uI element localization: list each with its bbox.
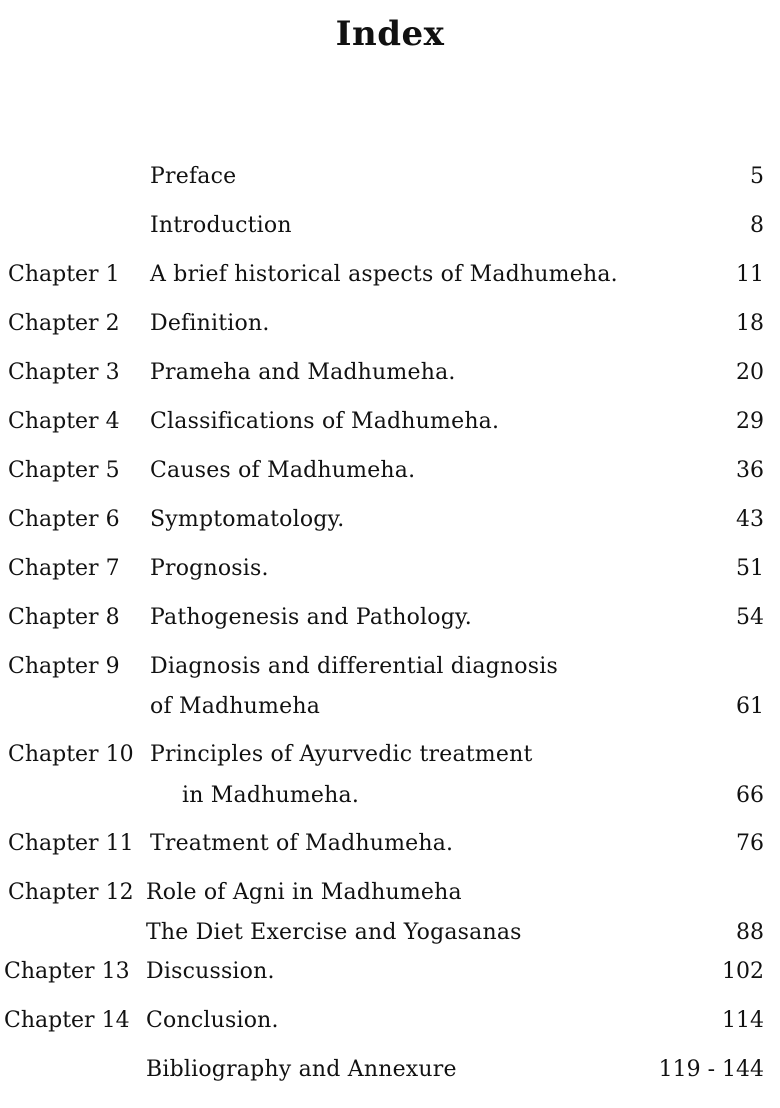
entry-title: Classifications of Madhumeha. bbox=[150, 409, 500, 434]
toc-entry-chapter-11 bbox=[0, 829, 780, 859]
toc-entry-chapter-7 bbox=[0, 554, 780, 584]
page-number: 51 bbox=[736, 556, 764, 581]
page-number: 114 bbox=[722, 1008, 764, 1033]
page-number: 54 bbox=[736, 605, 764, 630]
entry-title: Discussion. bbox=[146, 959, 275, 984]
chapter-label: Chapter 7 bbox=[8, 556, 120, 581]
page-number: 66 bbox=[736, 783, 764, 808]
entry-title: Diagnosis and differential diagnosis bbox=[150, 654, 558, 679]
toc-entry-chapter-1 bbox=[0, 260, 780, 290]
chapter-label: Chapter 10 bbox=[8, 742, 134, 767]
toc-entry-chapter-8 bbox=[0, 603, 780, 633]
toc-entry-chapter-5 bbox=[0, 456, 780, 486]
chapter-label: Chapter 14 bbox=[4, 1008, 130, 1033]
toc-entry-introduction bbox=[0, 211, 780, 241]
entry-title-continued: The Diet Exercise and Yogasanas bbox=[146, 920, 522, 945]
entry-title: Role of Agni in Madhumeha bbox=[146, 880, 462, 905]
page-number: 88 bbox=[736, 920, 764, 945]
chapter-label: Chapter 9 bbox=[8, 654, 120, 679]
toc-entry-preface bbox=[0, 162, 780, 192]
page-number: 43 bbox=[736, 507, 764, 532]
entry-title: Definition. bbox=[150, 311, 270, 336]
page-number: 119 - 144 bbox=[658, 1057, 764, 1082]
page-number: 18 bbox=[736, 311, 764, 336]
toc-entry-chapter-2 bbox=[0, 309, 780, 339]
page-number: 36 bbox=[736, 458, 764, 483]
chapter-label: Chapter 6 bbox=[8, 507, 120, 532]
toc-entry-chapter-10-cont bbox=[0, 781, 780, 811]
entry-title: Causes of Madhumeha. bbox=[150, 458, 416, 483]
page-number: 76 bbox=[736, 831, 764, 856]
entry-title: Pathogenesis and Pathology. bbox=[150, 605, 472, 630]
chapter-label: Chapter 1 bbox=[8, 262, 120, 287]
entry-title: Symptomatology. bbox=[150, 507, 345, 532]
entry-title: Preface bbox=[150, 164, 237, 189]
toc-entry-chapter-14 bbox=[0, 1006, 780, 1036]
toc-entry-chapter-6 bbox=[0, 505, 780, 535]
entry-title: Conclusion. bbox=[146, 1008, 279, 1033]
page-number: 8 bbox=[750, 213, 764, 238]
entry-title: Prameha and Madhumeha. bbox=[150, 360, 456, 385]
toc-entry-chapter-12 bbox=[0, 878, 780, 908]
chapter-label: Chapter 13 bbox=[4, 959, 130, 984]
toc-entry-chapter-3 bbox=[0, 358, 780, 388]
toc-entry-chapter-10 bbox=[0, 740, 780, 770]
toc-entry-bibliography bbox=[0, 1055, 780, 1085]
chapter-label: Chapter 5 bbox=[8, 458, 120, 483]
toc-entry-chapter-9-cont bbox=[0, 692, 780, 722]
toc-entry-chapter-12-cont bbox=[0, 918, 780, 948]
page-number: 61 bbox=[736, 694, 764, 719]
chapter-label: Chapter 2 bbox=[8, 311, 120, 336]
page-number: 5 bbox=[750, 164, 764, 189]
entry-title: Treatment of Madhumeha. bbox=[150, 831, 454, 856]
chapter-label: Chapter 8 bbox=[8, 605, 120, 630]
entry-title: Introduction bbox=[150, 213, 292, 238]
page-number: 102 bbox=[722, 959, 764, 984]
entry-title: Bibliography and Annexure bbox=[146, 1057, 457, 1082]
page-number: 20 bbox=[736, 360, 764, 385]
chapter-label: Chapter 3 bbox=[8, 360, 120, 385]
entry-title-continued: of Madhumeha bbox=[150, 694, 321, 719]
page-title: Index bbox=[335, 14, 445, 54]
toc-entry-chapter-13 bbox=[0, 957, 780, 987]
page-number: 29 bbox=[736, 409, 764, 434]
page-number: 11 bbox=[736, 262, 764, 287]
entry-title: A brief historical aspects of Madhumeha. bbox=[150, 262, 618, 287]
toc-entry-chapter-4 bbox=[0, 407, 780, 437]
entry-title: Prognosis. bbox=[150, 556, 269, 581]
toc-entry-chapter-9 bbox=[0, 652, 780, 682]
chapter-label: Chapter 4 bbox=[8, 409, 120, 434]
chapter-label: Chapter 12 bbox=[8, 880, 134, 905]
entry-title: Principles of Ayurvedic treatment bbox=[150, 742, 533, 767]
chapter-label: Chapter 11 bbox=[8, 831, 134, 856]
entry-title-continued: in Madhumeha. bbox=[182, 783, 360, 808]
